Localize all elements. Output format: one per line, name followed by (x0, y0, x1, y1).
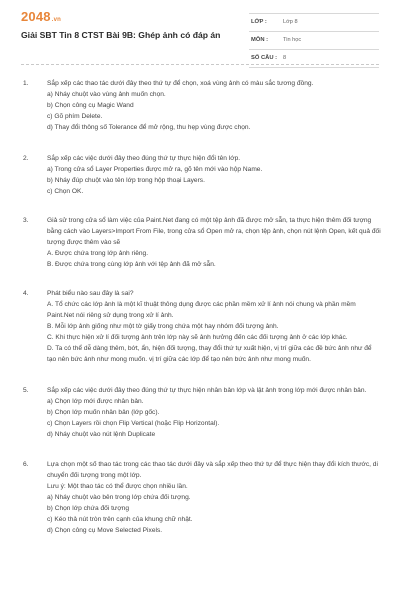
header-divider (21, 64, 379, 65)
question-number: 2. (23, 155, 29, 162)
question-option: C. Khi thực hiện xử lí đối tượng ảnh trên lớp này sẽ ảnh hưởng đến các đối tượng ảnh ở các lớp khác. (47, 334, 348, 341)
meta-row-subject (249, 32, 379, 50)
question-item (0, 153, 382, 197)
question-option: c) Chọn OK. (47, 188, 84, 195)
question-option: c) Kéo thả nút tròn trên cạnh của khung chữ nhật. (47, 516, 193, 523)
question-note: Lưu ý: Một thao tác có thể được chọn nhiều lần. (47, 483, 188, 490)
question-option: b) Chọn lớp muốn nhân bản (lớp gốc). (47, 409, 160, 416)
question-option: c) Gõ phím Delete. (47, 113, 103, 120)
question-option: a) Nháy chuột vào bên trong lớp chứa đối tượng. (47, 494, 191, 501)
question-option: B. Được chứa trong cùng lớp ảnh với tệp ảnh đã mở sẵn. (47, 261, 216, 268)
question-item (0, 385, 382, 440)
meta-value: Lớp 8 (283, 19, 298, 25)
logo-suffix: .vn (51, 17, 62, 23)
question-option: B. Mỗi lớp ảnh giống như một tờ giấy trong chứa một hay nhóm đối tượng ảnh. (47, 323, 279, 330)
question-item (0, 459, 382, 536)
question-option: d) Thay đổi thông số Tolerance để mở rộng, thu hẹp vùng được chọn. (47, 124, 251, 131)
meta-label: LỚP : (251, 19, 267, 25)
question-number: 4. (23, 290, 29, 297)
site-logo[interactable] (21, 9, 61, 24)
page-header (0, 0, 400, 64)
question-option: b) Chọn lớp chứa đối tượng (47, 505, 129, 512)
question-text: Sắp xếp các việc dưới đây theo đúng thứ tự thực hiện đổi tên lớp. (47, 155, 241, 162)
question-text: Lựa chọn một số thao tác trong các thao tác dưới đây và sắp xếp theo thứ tự để thực hiện thay đổi kích thước, di chuyển đối tượng trong một lớp. (47, 461, 378, 479)
meta-label: SỐ CÂU : (251, 55, 278, 61)
question-option: d) Chọn công cụ Move Selected Pixels. (47, 527, 163, 534)
question-option: b) Nháy đúp chuột vào tên lớp trong hộp thoại Layers. (47, 177, 205, 184)
question-option: a) Chọn lớp mới được nhân bản. (47, 398, 144, 405)
question-text: Sắp xếp các việc dưới đây theo đúng thứ tự thực hiện nhân bản lớp và lật ảnh trong lớp mới được nhân bản. (47, 387, 367, 394)
meta-label: MÔN : (251, 37, 269, 43)
question-option: D. Ta có thể dễ dàng thêm, bớt, ẩn, hiện đối tượng, thay đổi thứ tự xuất hiện, vị trí giữa các đề bức ảnh như để tạo nên bức ảnh như mong muốn. vị trí giữa các lớp để tạo nên bức ảnh như mong muốn. (47, 345, 372, 363)
question-number: 1. (23, 80, 29, 87)
question-item (0, 215, 382, 270)
question-item (0, 288, 382, 365)
meta-row-count (249, 50, 379, 68)
question-text: Phát biểu nào sau đây là sai? (47, 290, 134, 297)
question-option: b) Chọn công cụ Magic Wand (47, 102, 134, 109)
question-list (0, 78, 400, 536)
question-item (0, 78, 382, 133)
question-text: Giả sử trong cửa sổ làm việc của Paint.Net đang có một tệp ảnh đã được mở sẵn, ta thực hiện thêm đối tượng bằng cách vào Layers>Import From File, trong cửa sổ Open mở ra, chọn tệp ảnh, chọn nút lệnh Open, kết quả đối tượng được thêm vào sẽ (47, 217, 381, 246)
question-option: c) Chọn Layers rồi chọn Flip Vertical (hoặc Flip Horizontal). (47, 420, 220, 427)
page-title: Giải SBT Tin 8 CTST Bài 9B: Ghép ảnh có đáp án (21, 30, 221, 40)
question-option: A. Tổ chức các lớp ảnh là một kĩ thuật thông dụng được các phần mềm xử lí ảnh nói chung và phần mềm Paint.Net nói riêng sử dụng trong xử lí ảnh. (47, 301, 356, 319)
question-option: a) Nháy chuột vào vùng ảnh muốn chọn. (47, 91, 166, 98)
meta-value: 8 (283, 55, 287, 61)
logo-text: 2048 (21, 9, 51, 24)
meta-value: Tin học (283, 37, 302, 43)
meta-table (249, 13, 379, 68)
question-number: 6. (23, 461, 29, 468)
question-text: Sắp xếp các thao tác dưới đây theo thứ tự để chọn, xoá vùng ảnh có màu sắc tương đồng. (47, 80, 314, 87)
question-option: a) Trong cửa sổ Layer Properties được mở ra, gõ tên mới vào hộp Name. (47, 166, 263, 173)
question-number: 5. (23, 387, 29, 394)
meta-row-grade (249, 13, 379, 32)
question-option: A. Được chứa trong lớp ảnh riêng. (47, 250, 149, 257)
question-option: d) Nháy chuột vào nút lệnh Duplicate (47, 431, 156, 438)
question-number: 3. (23, 217, 29, 224)
